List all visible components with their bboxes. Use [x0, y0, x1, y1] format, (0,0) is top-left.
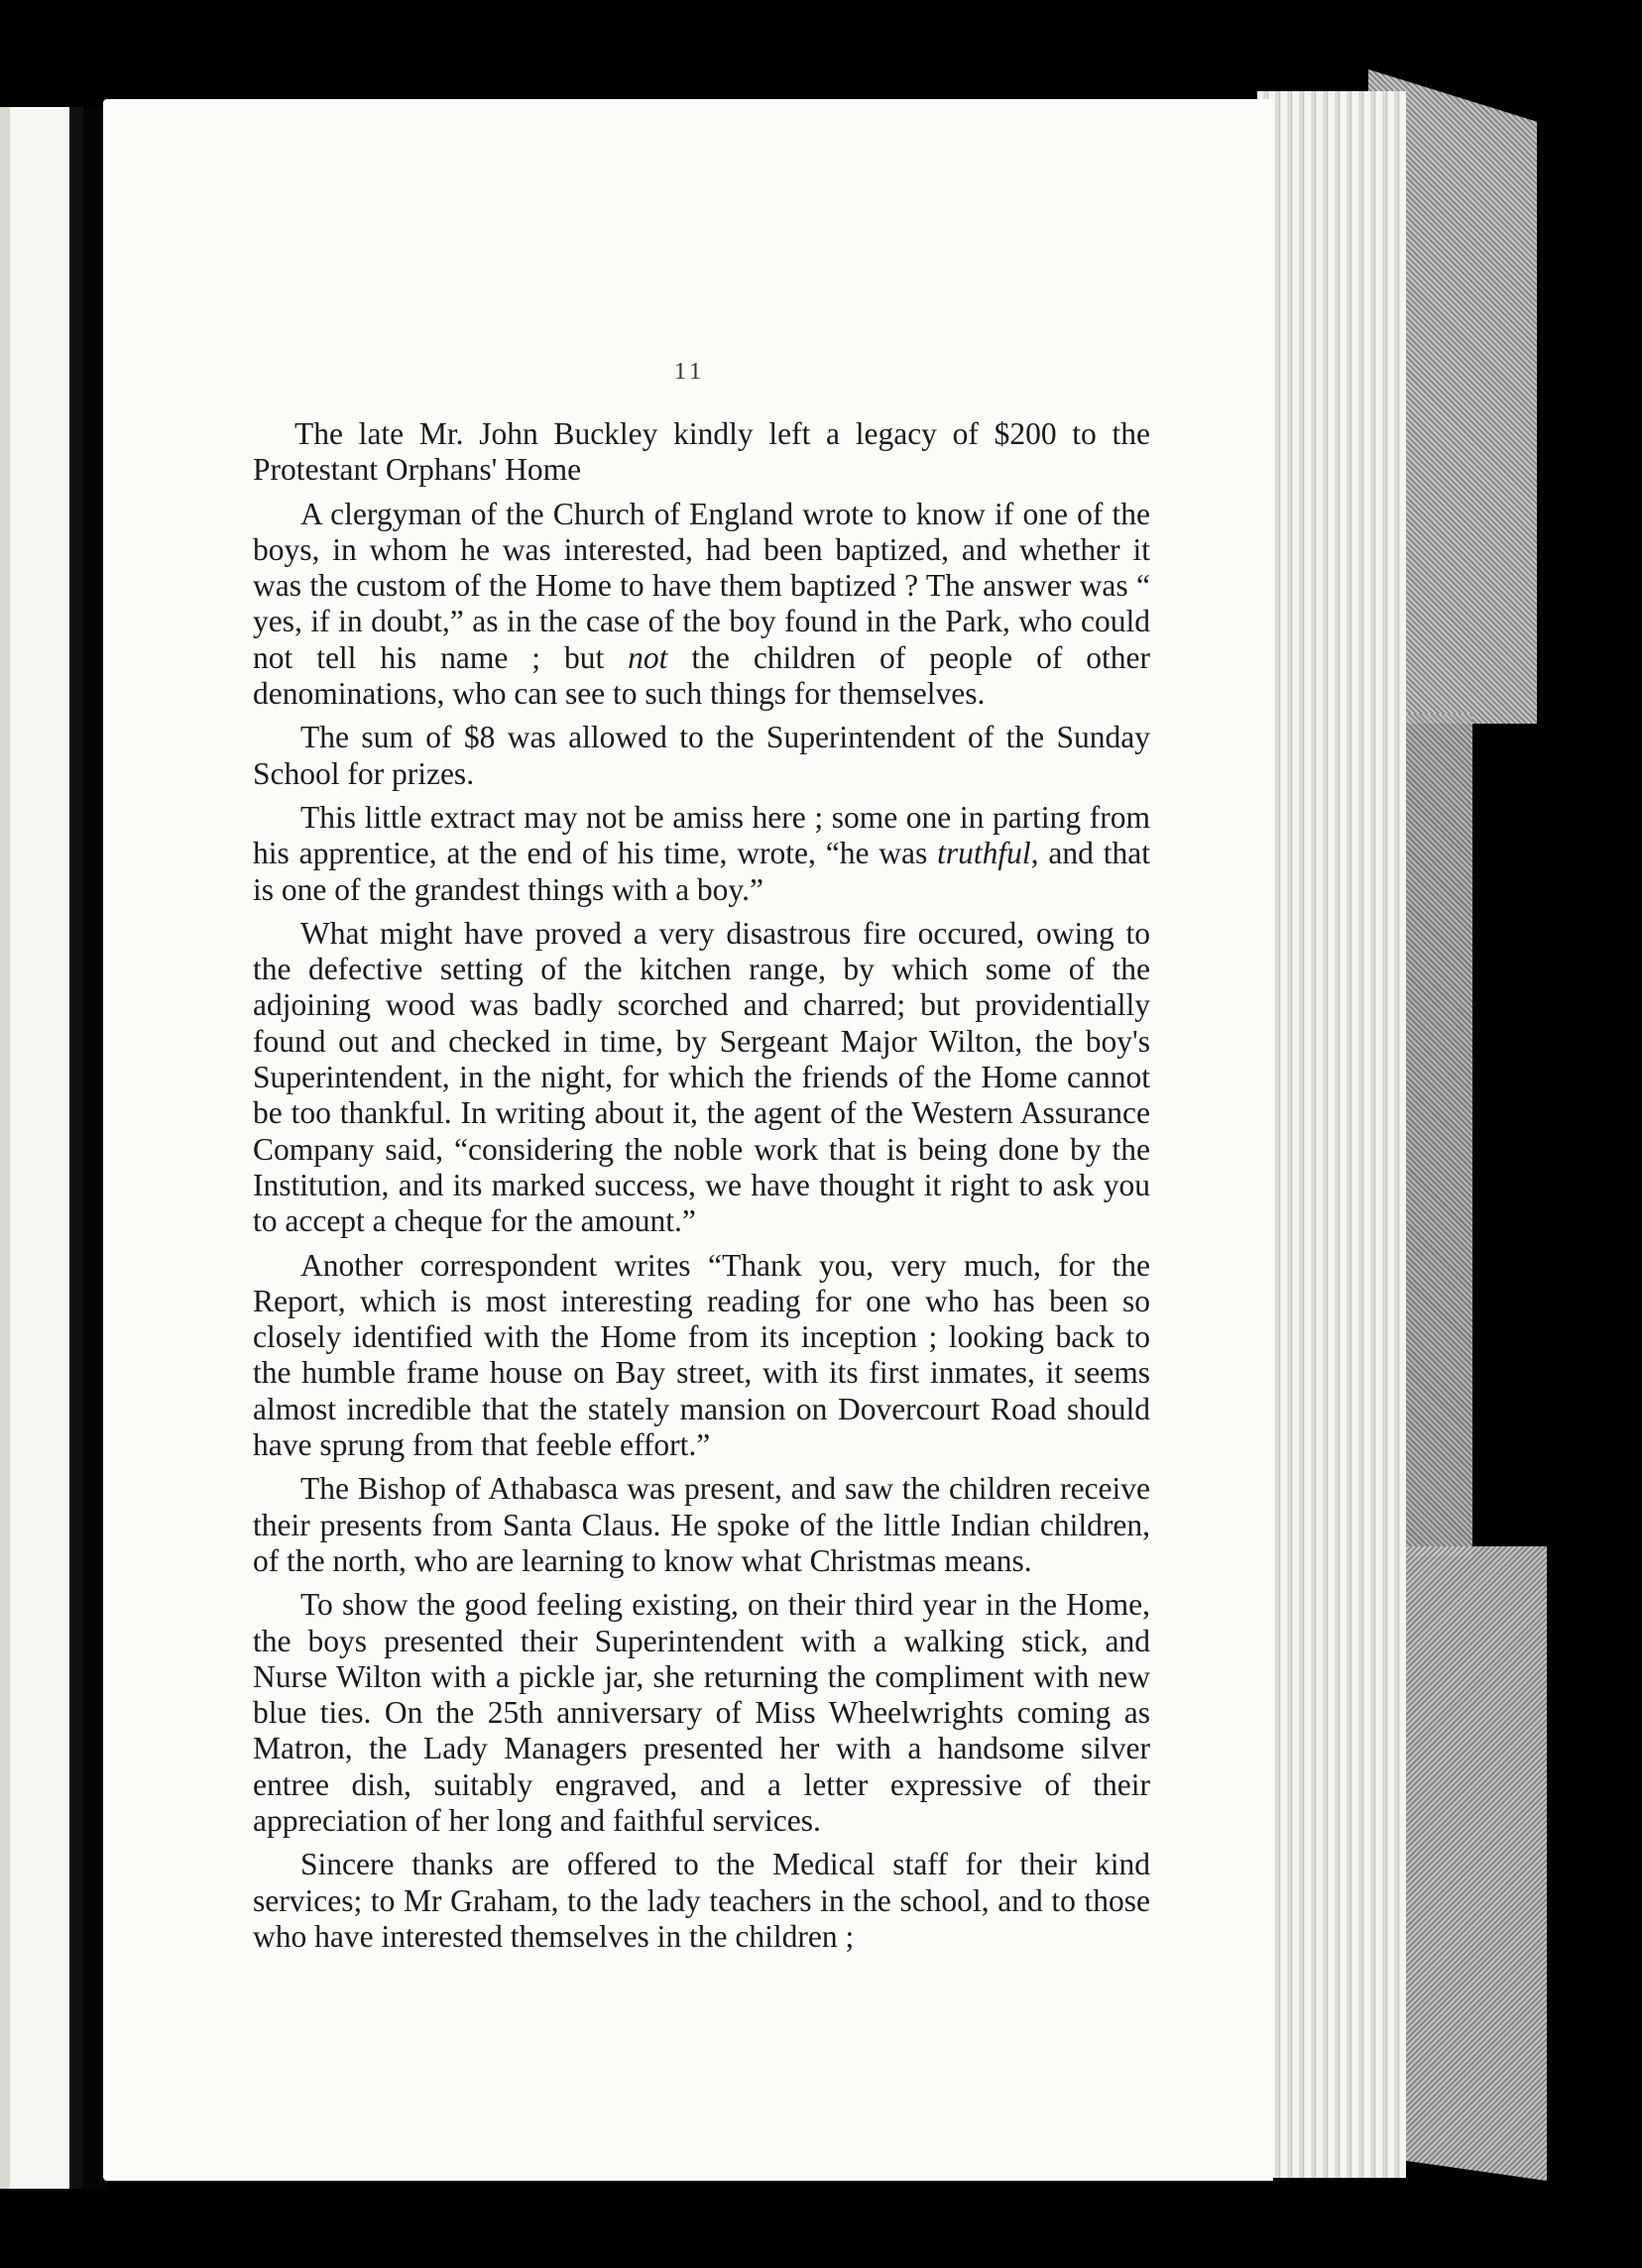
paragraph-clergyman-after: the children of people of other denominations, who can see to such things for themselves.	[253, 639, 1150, 712]
emphasis-not: not	[628, 639, 668, 675]
page-edges	[1257, 91, 1406, 2178]
paragraph-thanks: Sincere thanks are offered to the Medical staff for their kind services; to Mr Graham, to the lady teachers in the school, and to those who have interested themselves in the children ;	[253, 1847, 1150, 1954]
paragraph-sunday-school: The sum of $8 was allowed to the Superintendent of the Sunday School for prizes.	[253, 720, 1150, 791]
paragraph-correspondent: Another correspondent writes “Thank you, very much, for the Report, which is most interesting reading for one who has been so closely identified with the Home from its inception ; looking back to the humble frame house on Bay street, with its first inmates, it seems almost incredible that the stately mansion on Dovercourt Road should have sprung from that feeble effort.”	[253, 1247, 1150, 1463]
paragraph-bishop: The Bishop of Athabasca was present, and saw the children receive their presents from Santa Claus. He spoke of the little Indian children, of the north, who are learning to know what Christmas means.	[253, 1471, 1150, 1578]
paragraph-extract-after: , and that is one of the grandest things with a boy.”	[253, 836, 1150, 907]
paragraph-clergyman	[253, 497, 1150, 713]
paragraph-fire: What might have proved a very disastrous fire occured, owing to the defective setting of the kitchen range, by which some of the adjoining wood was badly scorched and charred; but providentially found out and checked in time, by Sergeant Major Wilton, the boy's Superintendent, in the night, for which the friends of the Home cannot be too thankful. In writing about it, the agent of the Western Assurance Company said, “considering the noble work that is being done by the Institution, and its marked success, we have thought it right to ask you to accept a cheque for the amount.”	[253, 915, 1150, 1239]
paragraph-legacy: The late Mr. John Buckley kindly left a legacy of $200 to the Protestant Orphans' Home	[253, 416, 1150, 488]
left-page-edge	[0, 107, 10, 2189]
page-number: 11	[674, 359, 706, 385]
emphasis-truthful: truthful	[937, 836, 1031, 871]
paragraph-good-feeling: To show the good feeling existing, on their third year in the Home, the boys presented their Superintendent with a walking stick, and Nurse Wilton with a pickle jar, she returning the compliment with new blue ties. On the 25th anniversary of Miss Wheelwrights coming as Matron, the Lady Managers presented her with a handsome silver entree dish, suitably engraved, and a letter expressive of their appreciation of her long and faithful services.	[253, 1587, 1150, 1838]
page-text	[253, 416, 1150, 1963]
paragraph-extract-before: This little extract may not be amiss here ; some one in parting from his apprentice, at the end of his time, wrote, “he was	[253, 799, 1150, 871]
paragraph-clergyman-before: A clergyman of the Church of England wrote to know if one of the boys, in whom he was interested, had been baptized, and whether it was the custom of the Home to have them baptized ? The answer was “ yes, if in doubt,” as in the case of the boy found in the Park, who could not tell his name ; but	[253, 496, 1150, 675]
paragraph-extract	[253, 800, 1150, 908]
left-page	[0, 107, 83, 2189]
book-cover-middle	[1403, 714, 1472, 1556]
